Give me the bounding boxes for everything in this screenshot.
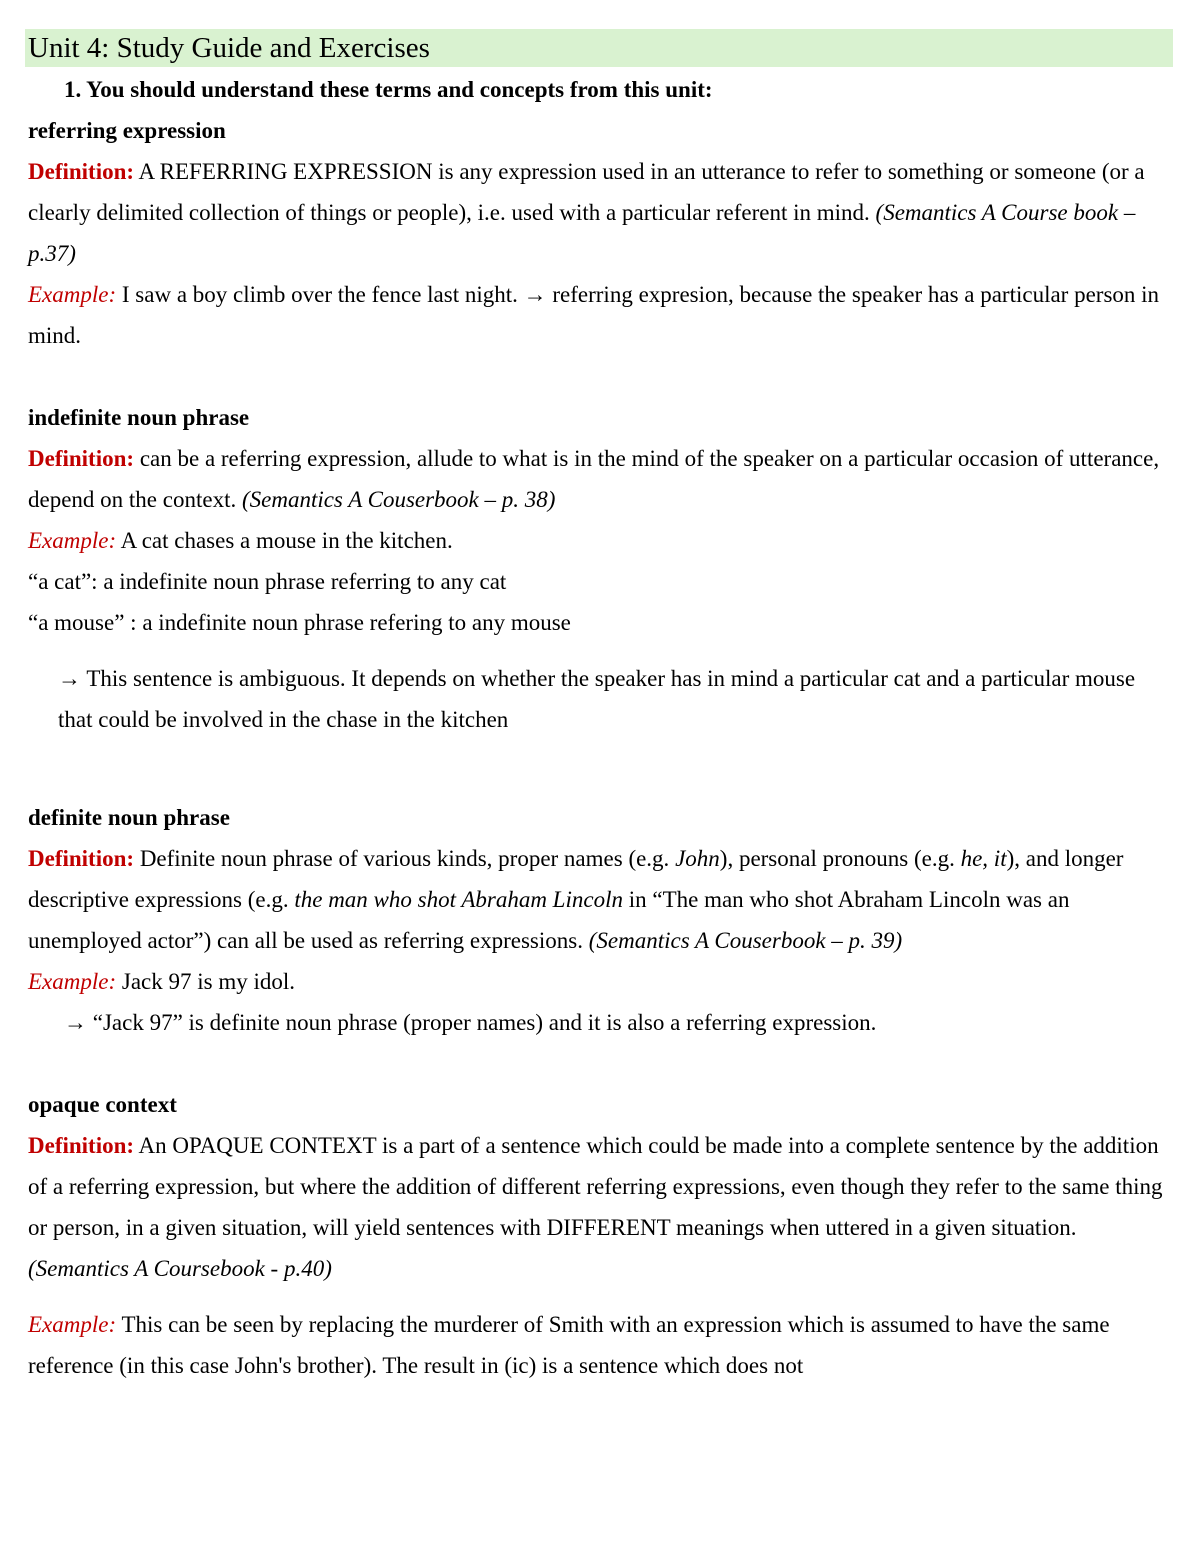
example-text: I saw a boy climb over the fence last night. → referring expresion, because the speaker has a particular person in mind. bbox=[28, 282, 1160, 348]
italic-example: John bbox=[675, 846, 720, 871]
definition-definite bbox=[28, 838, 1172, 961]
citation: (Semantics A Coursebook - p.40) bbox=[28, 1256, 332, 1281]
example-opaque bbox=[28, 1304, 1172, 1386]
page-title: Unit 4: Study Guide and Exercises bbox=[25, 29, 1173, 67]
definition-opaque bbox=[28, 1125, 1172, 1289]
example-line-cat: “a cat”: a indefinite noun phrase referring to any cat bbox=[28, 569, 507, 594]
example-label: Example: bbox=[28, 282, 117, 307]
definition-text: ), and longer descriptive expressions (e.g. bbox=[28, 846, 1124, 912]
spacer bbox=[28, 356, 1172, 397]
definition-label: Definition: bbox=[28, 446, 135, 471]
example-text: This can be seen by replacing the murderer of Smith with an expression which is assumed to have the same reference (in this case John's brother). The result in (ic) is a sentence which does not bbox=[28, 1312, 1110, 1378]
definition-text: An OPAQUE CONTEXT is a part of a sentence which could be made into a complete sentence by the addition of a referring expression, but where the addition of different referring expressions, even though they refer to the same thing or person, in a given situation, will yield sentences with DIFFERENT meanings when uttered in a given situation. bbox=[28, 1133, 1163, 1240]
term-definite-noun-phrase: definite noun phrase bbox=[28, 805, 230, 830]
definition-referring bbox=[28, 151, 1172, 274]
definition-text: in “The man who shot Abraham Lincoln was an unemployed actor”) can all be used as referring expressions. bbox=[28, 887, 1070, 953]
example-label: Example: bbox=[28, 528, 117, 553]
definition-text: Definite noun phrase of various kinds, proper names (e.g. bbox=[134, 846, 676, 871]
example-line-mouse: “a mouse” : a indefinite noun phrase refering to any mouse bbox=[28, 610, 571, 635]
intro-line: 1. You should understand these terms and concepts from this unit: bbox=[64, 77, 713, 102]
term-indefinite-noun-phrase: indefinite noun phrase bbox=[28, 405, 250, 430]
definition-text: A REFERRING EXPRESSION is any expression used in an utterance to refer to something or someone (or a clearly delimited collection of things or people), i.e. used with a particular referent in mind. bbox=[28, 159, 1145, 225]
example-indefinite bbox=[28, 520, 1172, 561]
definition-label: Definition: bbox=[28, 1133, 135, 1158]
italic-example: the man who shot Abraham Lincoln bbox=[294, 887, 623, 912]
arrow-note-indefinite: → This sentence is ambiguous. It depends on whether the speaker has in mind a particular cat and a particular mouse that could be involved in the chase in the kitchen bbox=[58, 666, 1136, 732]
definition-indefinite bbox=[28, 438, 1172, 520]
spacer bbox=[28, 740, 1172, 797]
term-referring-expression: referring expression bbox=[28, 118, 226, 143]
spacer bbox=[28, 1043, 1172, 1084]
example-definite bbox=[28, 961, 1172, 1002]
arrow-note-definite: → “Jack 97” is definite noun phrase (proper names) and it is also a referring expression. bbox=[64, 1010, 877, 1035]
spacer bbox=[28, 1289, 1172, 1304]
citation: (Semantics A Couserbook – p. 39) bbox=[588, 928, 903, 953]
example-text: Jack 97 is my idol. bbox=[116, 969, 296, 994]
definition-label: Definition: bbox=[28, 159, 135, 184]
example-label: Example: bbox=[28, 969, 117, 994]
italic-example: he, it bbox=[960, 846, 1007, 871]
definition-text: can be a referring expression, allude to what is in the mind of the speaker on a particular occasion of utterance, depend on the context. bbox=[28, 446, 1160, 512]
spacer bbox=[28, 643, 1172, 658]
definition-label: Definition: bbox=[28, 846, 135, 871]
citation: (Semantics A Course book – p.37) bbox=[28, 200, 1136, 266]
example-text: A cat chases a mouse in the kitchen. bbox=[116, 528, 453, 553]
citation: (Semantics A Couserbook – p. 38) bbox=[241, 487, 556, 512]
term-opaque-context: opaque context bbox=[28, 1092, 177, 1117]
example-label: Example: bbox=[28, 1312, 117, 1337]
example-referring bbox=[28, 274, 1172, 356]
definition-text: ), personal pronouns (e.g. bbox=[719, 846, 961, 871]
